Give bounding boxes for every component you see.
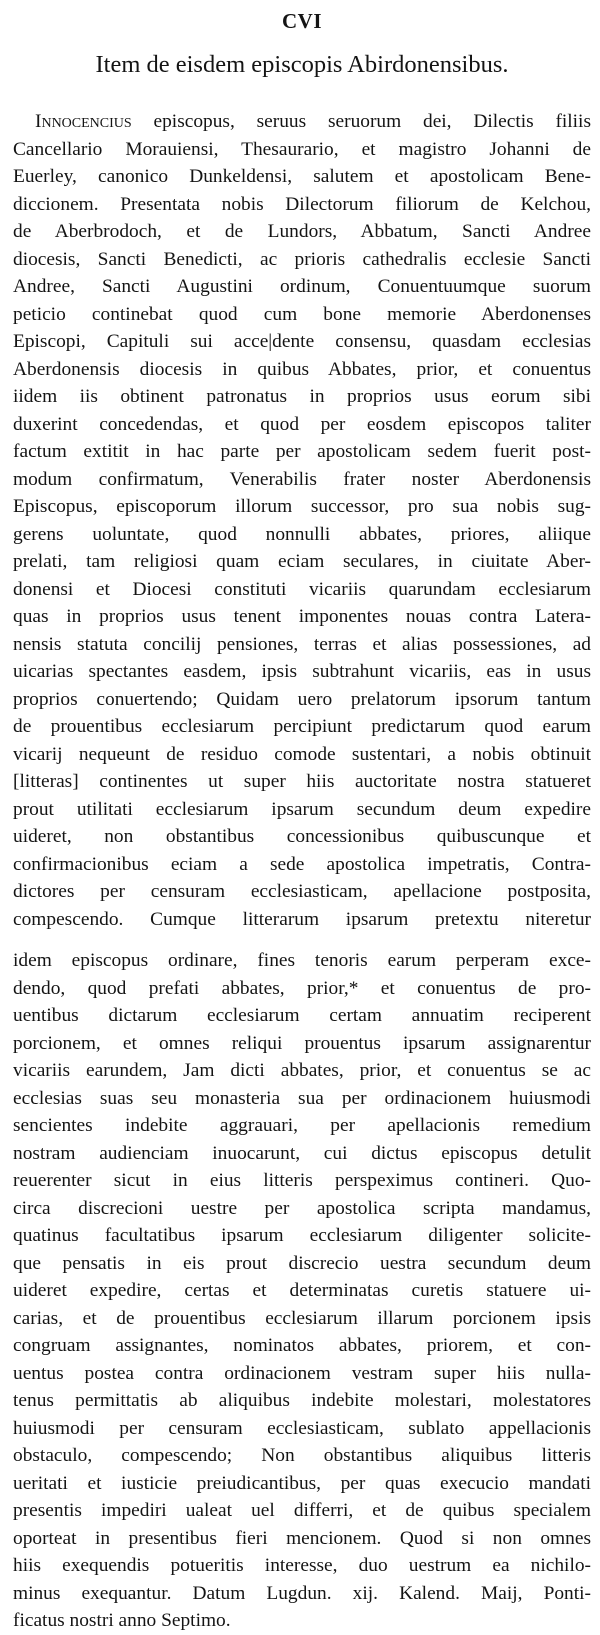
text-line: factum extitit in hac parte per apostolicam sedem fuerit post- xyxy=(13,441,591,462)
text-line: circa discrecioni uestre per apostolica scripta mandamus, xyxy=(13,1197,591,1219)
opening-word: Innocencius xyxy=(35,111,132,132)
text-line: gerens uoluntate, quod nonnulli abbates, priores, aliique xyxy=(13,523,591,545)
text-line: dendo, quod prefati abbates, prior,* et conuentus de pro- xyxy=(13,977,591,999)
text-line: confirmacionibus eciam a sede apostolica impetratis, Contra- xyxy=(13,853,591,875)
text-line: ecclesias suas seu monasteria sua per ordinacionem huiusmodi xyxy=(13,1087,591,1109)
text-line: vicariis earundem, Jam dicti abbates, prior, et conuentus se ac xyxy=(13,1060,591,1081)
page-number: CVI xyxy=(281,9,322,33)
text-line: uideret, non obstantibus concessionibus quibuscunque et xyxy=(13,826,591,847)
text-line: sencientes indebite aggrauari, per apellacionis remedium xyxy=(13,1115,591,1136)
text-line: duxerint concedendas, et quod per eosdem episcopos taliter xyxy=(13,413,591,435)
text-line: quas in proprios usus tenent imponentes nouas contra Latera- xyxy=(13,606,591,627)
text-line: que pensatis in eis prout discrecio uestra secundum deum xyxy=(13,1252,591,1274)
text-line: de Aberbrodoch, et de Lundors, Abbatum, Sancti Andree xyxy=(13,221,591,242)
paragraph-2 xyxy=(13,947,591,1635)
text-line: Cancellario Morauiensi, Thesaurario, et magistro Johanni de xyxy=(13,138,591,160)
text-line: uicarias spectantes easdem, ipsis subtrahunt vicariis, eas in usus xyxy=(13,661,591,682)
text-line: donensi et Diocesi constituti vicariis quarundam ecclesiarum xyxy=(13,578,591,600)
text-line: diocesis, Sancti Benedicti, ac prioris cathedralis ecclesie Sancti xyxy=(13,248,591,270)
text-line: de prouentibus ecclesiarum percipiunt predictarum quod earum xyxy=(13,716,591,737)
text-line: Episcopus, episcoporum illorum successor, pro sua nobis sug- xyxy=(13,496,591,517)
text-line: presentis impediri ualeat uel differri, et de quibus specialem xyxy=(13,1500,591,1521)
text-line: ueritati et iusticie preiudicantibus, per quas execucio mandati xyxy=(13,1472,591,1494)
page-title: Item de eisdem episcopis Abirdonensibus. xyxy=(95,51,509,78)
text-line: huiusmodi per censuram ecclesiasticam, sublato appellacionis xyxy=(13,1417,591,1439)
text-line: proprios conuertendo; Quidam uero prelatorum ipsorum tantum xyxy=(13,688,591,710)
text-line-content: episcopus, seruus seruorum dei, Dilectis filiis xyxy=(153,111,591,132)
text-line: congruam assignantes, nominatos abbates, priorem, et con- xyxy=(13,1335,591,1356)
page-break-gap xyxy=(13,933,591,947)
text-line: reuerenter sicut in eius litteris perspeximus contineri. Quo- xyxy=(13,1170,591,1191)
text-line: porcionem, et omnes reliqui prouentus ipsarum assignarentur xyxy=(13,1032,591,1054)
text-line: Episcopi, Capituli sui acce|dente consensu, quasdam ecclesias xyxy=(13,331,591,352)
text-line: uentibus dictarum ecclesiarum certam annuatim reciperent xyxy=(13,1005,591,1026)
text-line: [litteras] continentes ut super hiis auctoritate nostra statueret xyxy=(13,771,591,792)
text-line: nostram audienciam inuocarunt, cui dictus episcopus detulit xyxy=(13,1142,591,1164)
text-line: dictores per censuram ecclesiasticam, apellacione postposita, xyxy=(13,881,591,902)
text-line: diccionem. Presentata nobis Dilectorum filiorum de Kelchou, xyxy=(13,193,591,215)
text-line: compescendo. Cumque litterarum ipsarum pretextu niteretur xyxy=(13,908,591,930)
text-line: uentus postea contra ordinacionem vestram super hiis nulla- xyxy=(13,1362,591,1384)
text-line: idem episcopus ordinare, fines tenoris earum perperam exce- xyxy=(13,950,591,971)
text-line: quatinus facultatibus ipsarum ecclesiarum diligenter solicite- xyxy=(13,1225,591,1246)
text-line: Aberdonensis diocesis in quibus Abbates, prior, et conuentus xyxy=(13,358,591,380)
text-line: uideret expedire, certas et determinatas curetis statuere ui- xyxy=(13,1280,591,1301)
text-line: modum confirmatum, Venerabilis frater noster Aberdonensis xyxy=(13,468,591,490)
text-line: oporteat in presentibus fieri mencionem. Quod si non omnes xyxy=(13,1527,591,1549)
text-line: obstaculo, compescendo; Non obstantibus aliquibus litteris xyxy=(13,1445,591,1466)
text-line: nensis statuta concilij pensiones, terras et alias possessiones, ad xyxy=(13,633,591,655)
text-line xyxy=(13,108,591,136)
text-line: tenus permittatis ab aliquibus indebite molestari, molestatores xyxy=(13,1390,591,1411)
text-line: prout utilitati ecclesiarum ipsarum secundum deum expedire xyxy=(13,798,591,820)
text-line: prelati, tam religiosi quam eciam seculares, in ciuitate Aber- xyxy=(13,551,591,572)
text-line: Euerley, canonico Dunkeldensi, salutem et apostolicam Bene- xyxy=(13,166,591,187)
text-line: hiis exequendis potueritis interesse, duo uestrum ea nichilo- xyxy=(13,1555,591,1576)
paragraph-1 xyxy=(13,108,591,933)
text-line: peticio continebat quod cum bone memorie Aberdonenses xyxy=(13,303,591,325)
text-line: Andree, Sancti Augustini ordinum, Conuentuumque suorum xyxy=(13,276,591,297)
text-line: iidem iis obtinent patronatus in proprios usus eorum sibi xyxy=(13,386,591,407)
text-line: minus exequantur. Datum Lugdun. xij. Kalend. Maij, Ponti- xyxy=(13,1582,591,1604)
text-line: carias, et de prouentibus ecclesiarum illarum porcionem ipsis xyxy=(13,1307,591,1329)
text-line: vicarij nequeunt de residuo comode sustentari, a nobis obtinuit xyxy=(13,743,591,765)
text-line: ficatus nostri anno Septimo. xyxy=(13,1610,231,1631)
